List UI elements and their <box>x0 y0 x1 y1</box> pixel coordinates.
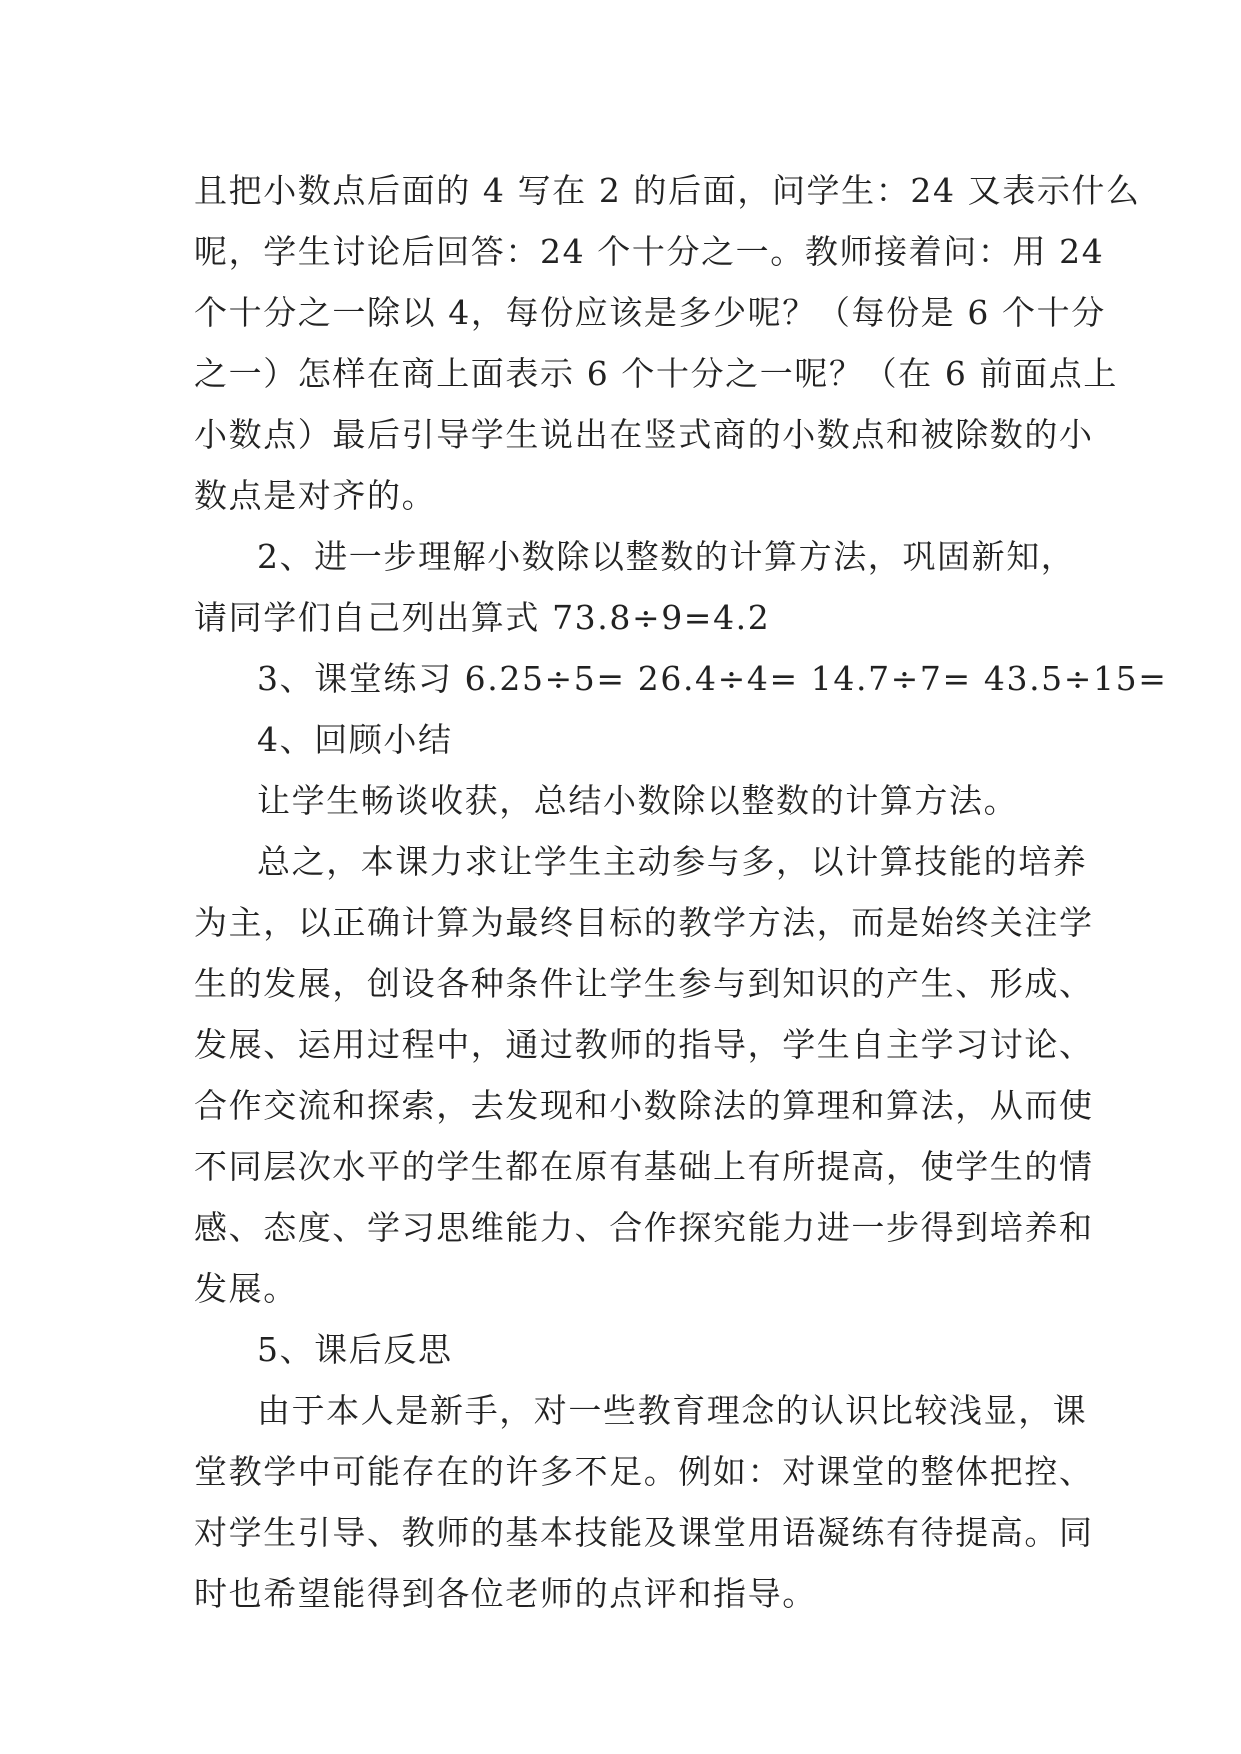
section-heading: 5、课后反思 <box>257 1330 453 1369</box>
text-line: 由于本人是新手，对一些教育理念的认识比较浅显，课 <box>257 1391 1088 1430</box>
text-line: 生的发展，创设各种条件让学生参与到知识的产生、形成、 <box>194 964 1094 1003</box>
document-page <box>194 160 1168 1624</box>
section-heading: 4、回顾小结 <box>257 720 453 759</box>
text-line: 3、课堂练习 6.25÷5= 26.4÷4= 14.7÷7= 43.5÷15= <box>257 659 1168 698</box>
text-line: 让学生畅谈收获，总结小数除以整数的计算方法。 <box>257 781 1019 820</box>
text-line: 不同层次水平的学生都在原有基础上有所提高，使学生的情 <box>194 1147 1094 1186</box>
text-line: 发展、运用过程中，通过教师的指导，学生自主学习讨论、 <box>194 1025 1094 1064</box>
text-line: 小数点）最后引导学生说出在竖式商的小数点和被除数的小 <box>194 415 1094 454</box>
text-line: 个十分之一除以 4，每份应该是多少呢？（每份是 6 个十分 <box>194 293 1106 332</box>
text-line: 呢，学生讨论后回答：24 个十分之一。教师接着问：用 24 <box>194 232 1105 271</box>
text-line: 时也希望能得到各位老师的点评和指导。 <box>194 1574 817 1613</box>
text-line: 且把小数点后面的 4 写在 2 的后面，问学生：24 又表示什么 <box>194 171 1141 210</box>
text-line: 数点是对齐的。 <box>194 476 437 515</box>
text-line: 总之，本课力求让学生主动参与多，以计算技能的培养 <box>257 842 1088 881</box>
text-line: 堂教学中可能存在的许多不足。例如：对课堂的整体把控、 <box>194 1452 1094 1491</box>
text-line: 感、态度、学习思维能力、合作探究能力进一步得到培养和 <box>194 1208 1094 1247</box>
text-line: 2、进一步理解小数除以整数的计算方法，巩固新知， <box>257 537 1076 576</box>
text-line: 发展。 <box>194 1269 298 1308</box>
text-line: 对学生引导、教师的基本技能及课堂用语凝练有待提高。同 <box>194 1513 1094 1552</box>
text-line: 请同学们自己列出算式 73.8÷9=4.2 <box>194 598 771 637</box>
text-line: 合作交流和探索，去发现和小数除法的算理和算法，从而使 <box>194 1086 1094 1125</box>
text-line: 之一）怎样在商上面表示 6 个十分之一呢？（在 6 前面点上 <box>194 354 1118 393</box>
text-line: 为主，以正确计算为最终目标的教学方法，而是始终关注学 <box>194 903 1094 942</box>
